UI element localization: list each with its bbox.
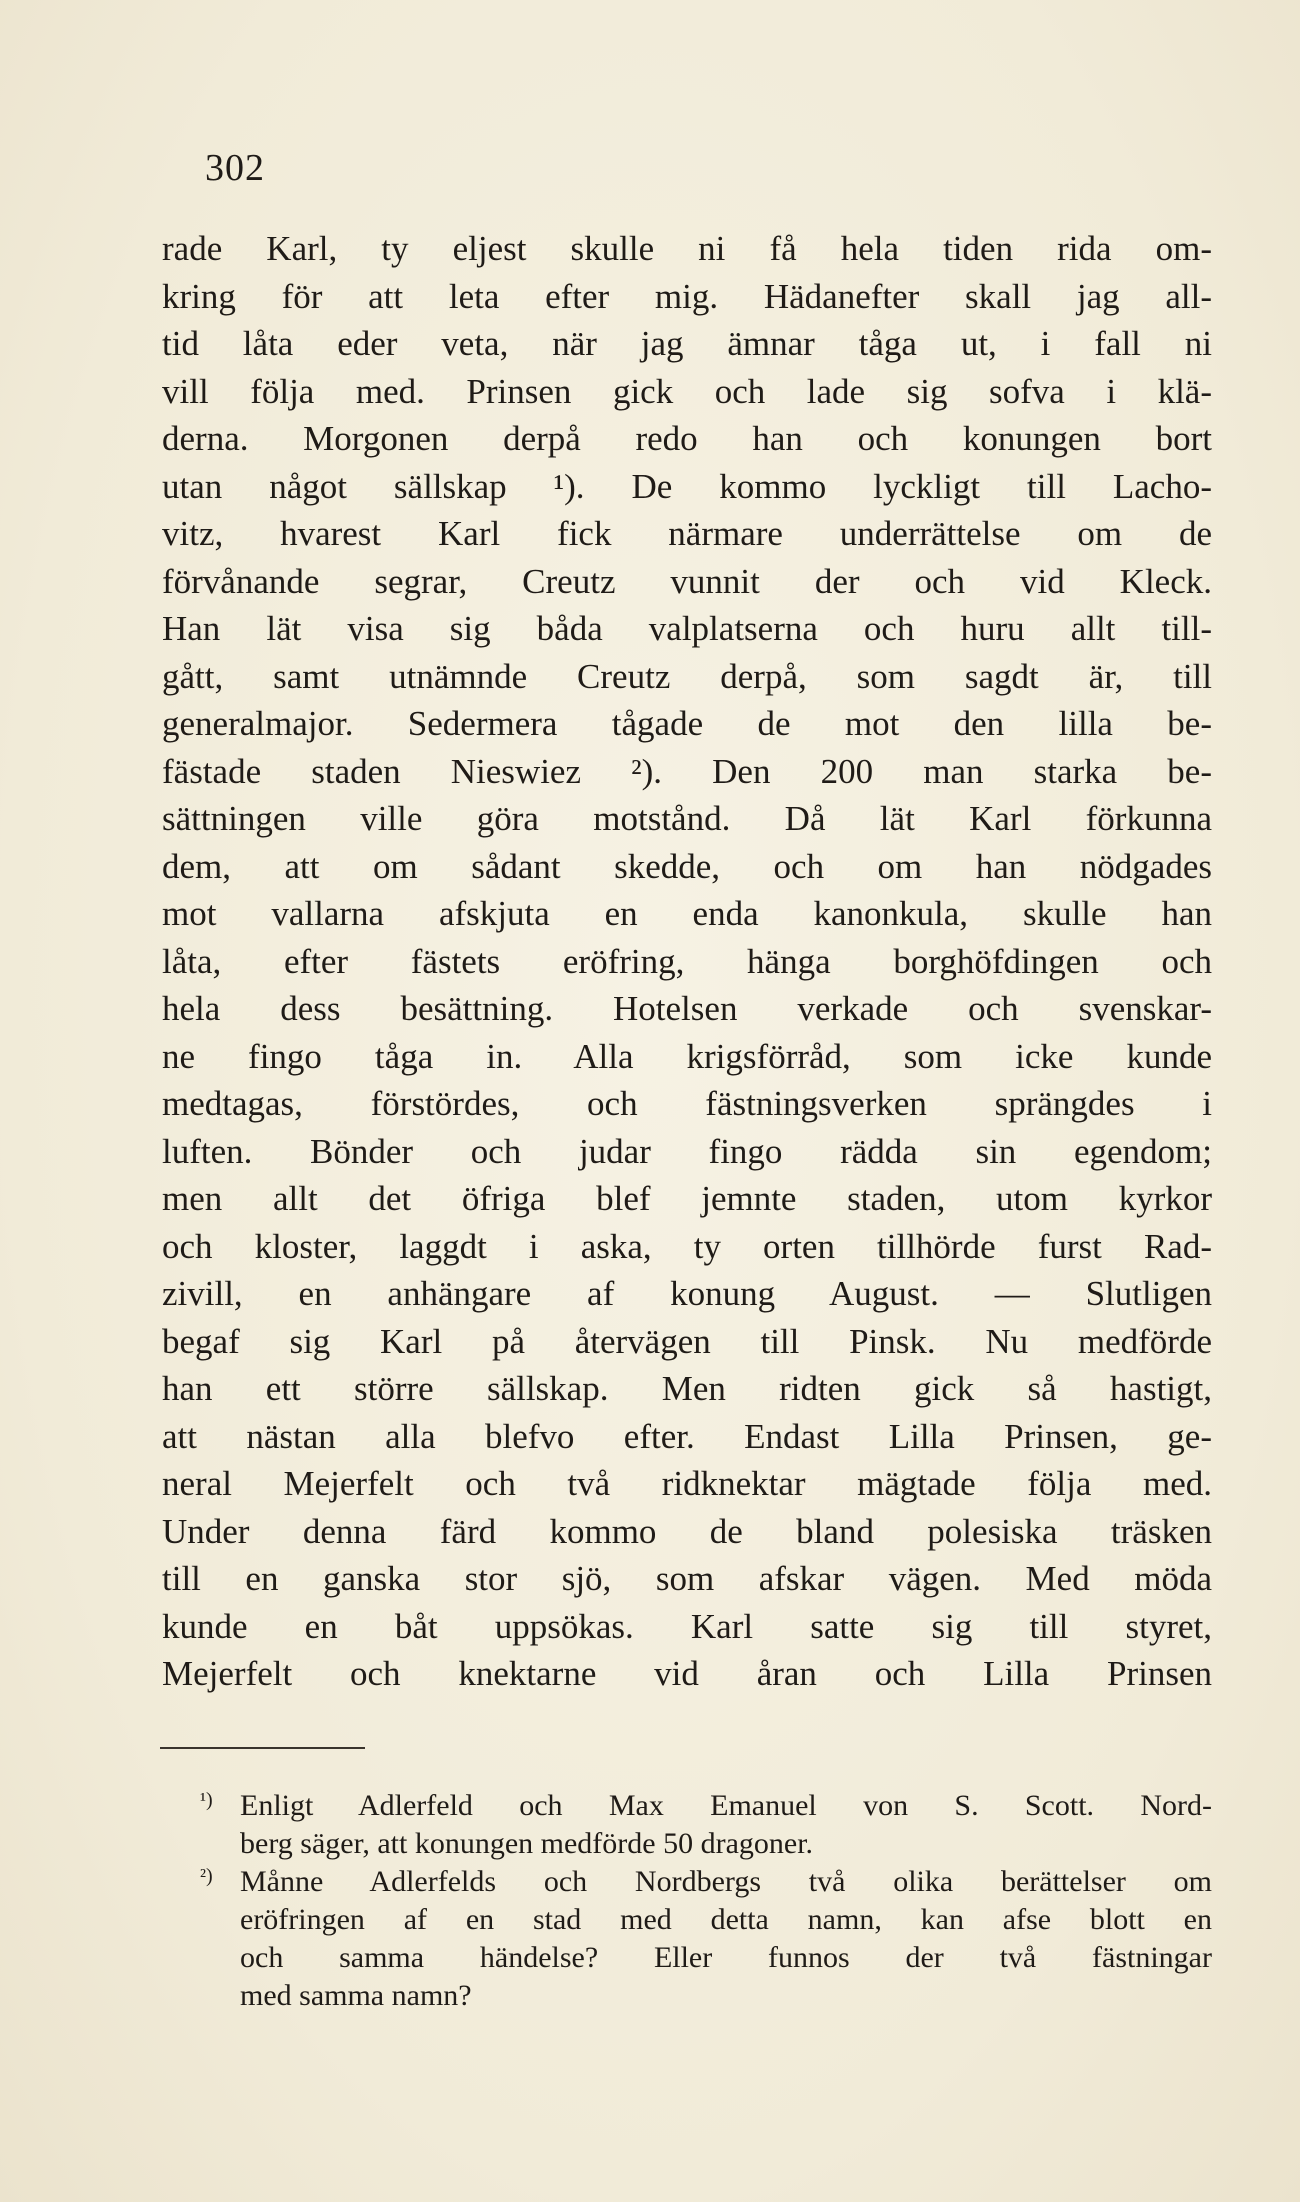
text-line: att nästan alla blefvo efter. Endast Lilla Prinsen, ge-: [162, 1416, 1212, 1456]
footnote-text: Enligt Adlerfeld och Max Emanuel von S. Scott. Nord-: [240, 1789, 1212, 1822]
text-line: han ett större sällskap. Men ridten gick så hastigt,: [162, 1369, 1212, 1408]
text-line: kunde en båt uppsökas. Karl satte sig till styret,: [162, 1606, 1212, 1646]
footnote-line: [200, 1787, 1212, 1825]
text-line: derna. Morgonen derpå redo han och konungen bort: [162, 419, 1212, 458]
text-line: zivill, en anhängare af konung August. — Slutligen: [162, 1274, 1212, 1313]
text-line: begaf sig Karl på återvägen till Pinsk. Nu medförde: [162, 1321, 1212, 1361]
text-line: kring för att leta efter mig. Hädanefter skall jag all-: [162, 276, 1212, 316]
text-line: vitz, hvarest Karl fick närmare underrättelse om de: [162, 514, 1212, 553]
text-line: men allt det öfriga blef jemnte staden, utom kyrkor: [162, 1179, 1212, 1218]
text-line: Mejerfelt och knektarne vid åran och Lilla Prinsen: [162, 1654, 1212, 1693]
text-line: luften. Bönder och judar fingo rädda sin egendom;: [162, 1131, 1212, 1171]
page-number: 302: [205, 147, 265, 189]
text-line: sättningen ville göra motstånd. Då lät Karl förkunna: [162, 799, 1212, 838]
footnotes: [200, 1787, 1212, 2015]
text-line: dem, att om sådant skedde, och om han nödgades: [162, 846, 1212, 886]
text-line: fästade staden Nieswiez ²). Den 200 man starka be-: [162, 751, 1212, 791]
footnote-line: eröfringen af en stad med detta namn, kan afse blott en: [240, 1903, 1212, 1936]
text-line: utan något sällskap ¹). De kommo lyckligt till Lacho-: [162, 466, 1212, 506]
text-line: generalmajor. Sedermera tågade de mot den lilla be-: [162, 704, 1212, 743]
text-line: Han lät visa sig båda valplatserna och huru allt till-: [162, 609, 1212, 648]
footnote-line: och samma händelse? Eller funnos der två fästningar: [240, 1941, 1212, 1974]
text-line: tid låta eder veta, när jag ämnar tåga ut, i fall ni: [162, 324, 1212, 363]
text-line: gått, samt utnämnde Creutz derpå, som sagdt är, till: [162, 656, 1212, 696]
text-line: låta, efter fästets eröfring, hänga borghöfdingen och: [162, 941, 1212, 981]
footnote-line: [200, 1863, 1212, 1901]
footnote-line: berg säger, att konungen medförde 50 dragoner.: [240, 1827, 814, 1860]
footnote-text: Månne Adlerfelds och Nordbergs två olika berättelser om: [240, 1865, 1212, 1898]
footnote-line: med samma namn?: [240, 1979, 472, 2012]
text-line: neral Mejerfelt och två ridknektar mägtade följa med.: [162, 1464, 1212, 1503]
text-line: till en ganska stor sjö, som afskar vägen. Med möda: [162, 1559, 1212, 1598]
body-text: [162, 225, 1212, 1698]
footnote-marker: ¹): [200, 1789, 213, 1811]
text-line: ne fingo tåga in. Alla krigsförråd, som icke kunde: [162, 1036, 1212, 1076]
footnote-divider: [160, 1747, 365, 1749]
text-line: medtagas, förstördes, och fästningsverken sprängdes i: [162, 1084, 1212, 1123]
text-line: och kloster, laggdt i aska, ty orten tillhörde furst Rad-: [162, 1226, 1212, 1266]
text-line: rade Karl, ty eljest skulle ni få hela tiden rida om-: [162, 229, 1212, 268]
text-line: vill följa med. Prinsen gick och lade sig sofva i klä-: [162, 371, 1212, 411]
text-line: förvånande segrar, Creutz vunnit der och vid Kleck.: [162, 561, 1212, 601]
footnote-marker: ²): [200, 1865, 213, 1887]
text-line: Under denna färd kommo de bland polesiska träsken: [162, 1511, 1212, 1551]
text-line: hela dess besättning. Hotelsen verkade och svenskar-: [162, 989, 1212, 1028]
text-line: mot vallarna afskjuta en enda kanonkula, skulle han: [162, 894, 1212, 933]
